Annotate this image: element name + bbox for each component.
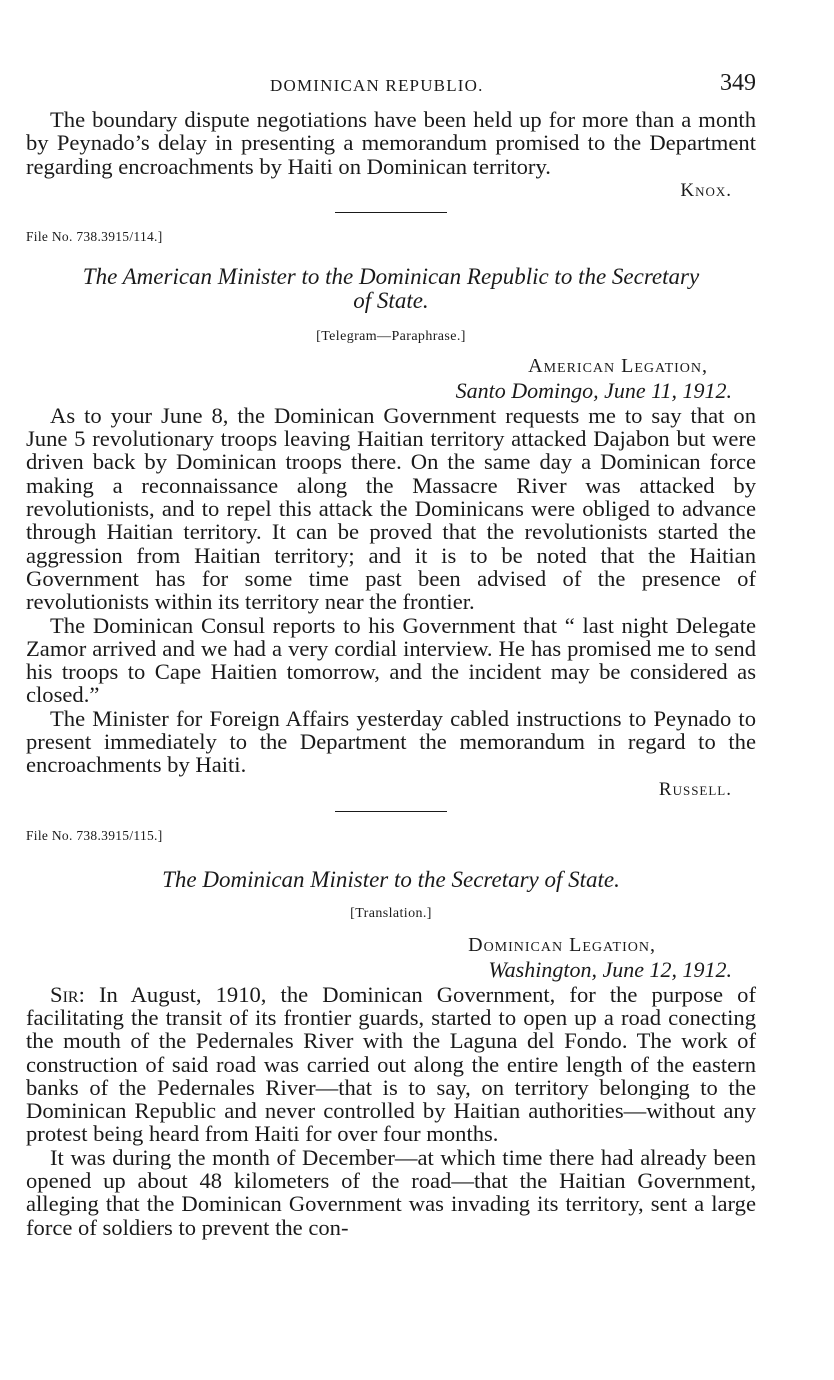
doc2-title-line1: The American Minister to the Dominican Republic to the Secretary [82,263,700,289]
salutation: Sir: [50,981,85,1007]
doc2-paragraph-1: As to your June 8, the Dominican Government requests me to say that on June 5 revolutionary troops leaving Haitian territory attacked Dajabon but were driven back by Dominican troops there. On the same day a Dominican force making a reconnaissance along the Massacre River was attacked by revolutionists, and to repel this attack the Dominicans were obliged to advance through Haitian territory. It can be proved that the revolutionists started the aggression from Haitian territory; and it is to be noted that the Haitian Government has for some time past been advised of the presence of revolutionists within its territory near the frontier. [26,402,756,615]
document-page [26,70,756,1239]
doc3-paragraph-1-text: In August, 1910, the Dominican Government, for the purpose of facilitating the transit of its frontier guards, started to open up a road conecting the mouth of the Pedernales River with the Laguna del Fondo. The work of construction of said road was carried out along the entire length of the eastern banks of the Pedernales River—that is to say, on territory belonging to the Dominican Republic and never controlled by Haitian authorities—without any protest being heard from Haiti for over four months. [26,981,756,1147]
dominican-legation: Dominican Legation, [468,933,656,956]
page-number: 349 [720,70,756,96]
doc3-place-date: Washington, June 12, 1912. [488,956,732,982]
signature-russell: Russell. [658,778,732,800]
file-number-115: File No. 738.3915/115.] [26,827,163,843]
section-divider [335,212,447,213]
doc2-title-line2: of State. [353,287,429,313]
doc2-paragraph-3: The Minister for Foreign Affairs yesterday cabled instructions to Peynado to present immediately to the Department the memorandum in regard to the encroachments by Haiti. [26,705,756,778]
american-legation: American Legation, [528,354,708,377]
running-head [26,70,756,108]
signature-knox: Knox. [680,179,732,201]
doc3-paragraph-2: It was during the month of December—at which time there had already been opened up about 48 kilometers of the road—that the Haitian Government, alleging that the Dominican Government was invading its territory, sent a large force of soldiers to prevent the con- [26,1144,756,1240]
telegram-note: [Telegram—Paraphrase.] [316,328,466,344]
doc3-title: The Dominican Minister to the Secretary of State. [162,866,620,892]
doc2-paragraph-2: The Dominican Consul reports to his Government that “ last night Delegate Zamor arrived and we had a very cordial interview. He has promised me to send his troops to Cape Haitien tomorrow, and the incident may be considered as closed.” [26,612,756,708]
running-title: DOMINICAN REPUBLIO. [270,76,484,95]
doc2-title [26,265,756,313]
translation-note: [Translation.] [350,905,432,921]
section1-paragraph: The boundary dispute negotiations have been held up for more than a month by Peynado’s delay in presenting a memorandum promised to the Department regarding encroachments by Haiti on Dominican territory. [26,107,756,179]
doc2-place-date: Santo Domingo, June 11, 1912. [455,377,732,403]
doc3-paragraph-1 [26,983,756,1146]
section-divider-2 [335,811,447,812]
file-number-114: File No. 738.3915/114.] [26,228,163,244]
